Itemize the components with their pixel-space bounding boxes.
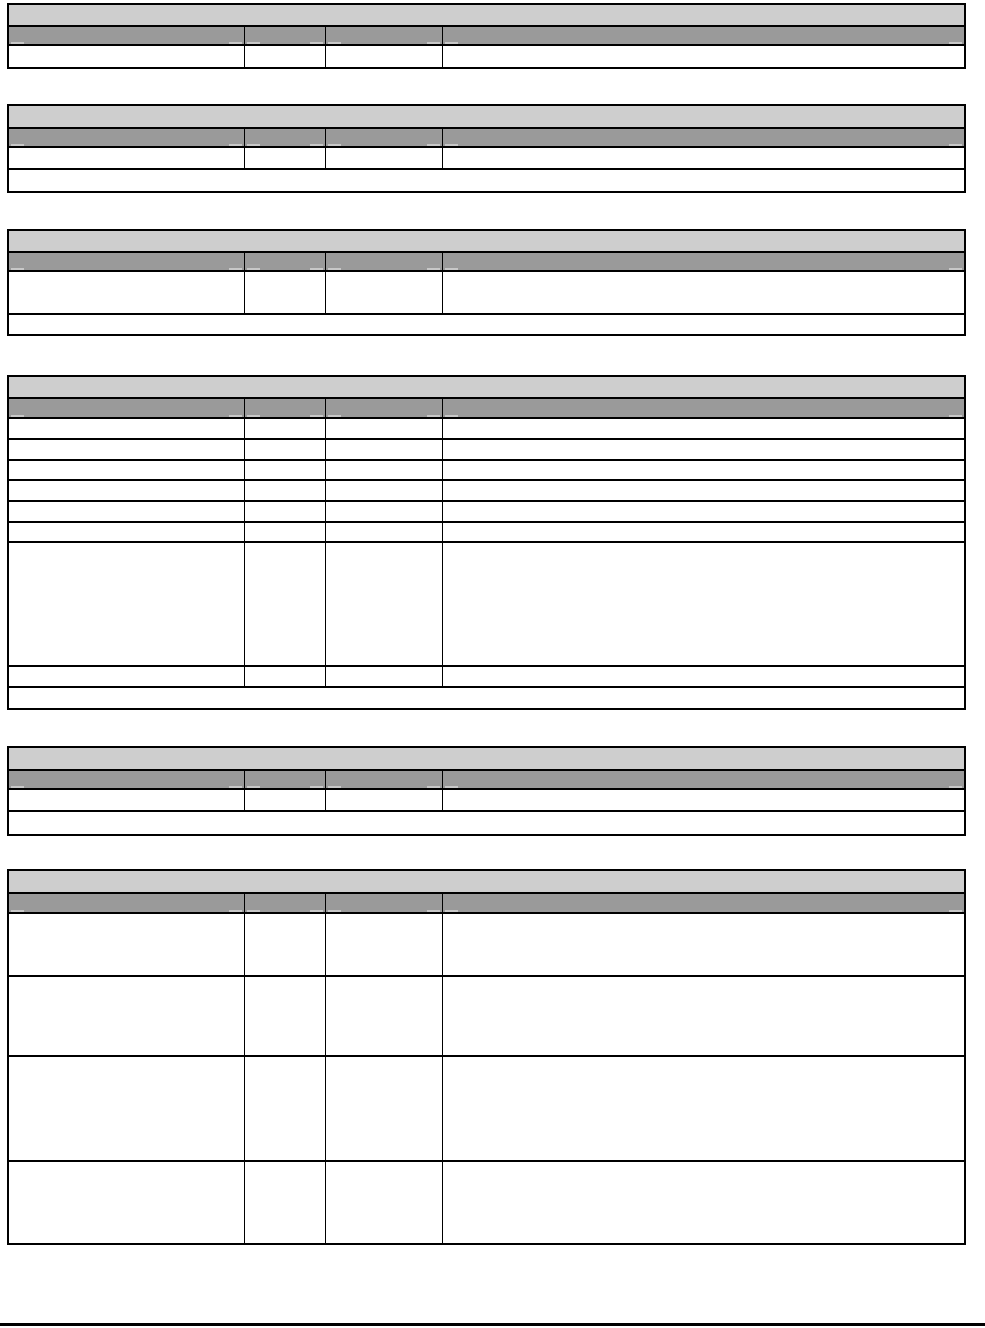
data-cell bbox=[8, 1056, 244, 1161]
data-cell bbox=[442, 789, 965, 811]
header-cell bbox=[244, 893, 325, 913]
header-cell bbox=[244, 252, 325, 271]
data-cell bbox=[325, 1161, 442, 1244]
header-cell bbox=[442, 398, 965, 418]
data-row bbox=[8, 976, 965, 1056]
merged-row bbox=[8, 169, 965, 192]
data-cell bbox=[442, 666, 965, 687]
table-4 bbox=[7, 375, 966, 710]
table-title-row bbox=[8, 870, 965, 893]
merged-cell bbox=[8, 314, 965, 335]
data-cell bbox=[244, 522, 325, 542]
merged-cell bbox=[8, 687, 965, 709]
data-cell bbox=[8, 271, 244, 314]
header-cell bbox=[244, 770, 325, 789]
data-cell bbox=[8, 1161, 244, 1244]
table-title-row bbox=[8, 230, 965, 252]
header-cell bbox=[8, 128, 244, 147]
data-row bbox=[8, 1161, 965, 1244]
data-cell bbox=[325, 460, 442, 480]
data-row bbox=[8, 271, 965, 314]
table-1 bbox=[7, 3, 966, 69]
table-title-row bbox=[8, 747, 965, 770]
data-row bbox=[8, 1056, 965, 1161]
data-cell bbox=[442, 501, 965, 522]
data-cell bbox=[442, 913, 965, 976]
data-cell bbox=[244, 1056, 325, 1161]
table-title-row bbox=[8, 105, 965, 128]
data-cell bbox=[244, 147, 325, 169]
data-cell bbox=[8, 460, 244, 480]
data-cell bbox=[325, 501, 442, 522]
header-cell bbox=[8, 398, 244, 418]
header-cell bbox=[325, 893, 442, 913]
data-cell bbox=[244, 439, 325, 460]
data-cell bbox=[325, 45, 442, 68]
header-cell bbox=[8, 893, 244, 913]
data-row bbox=[8, 501, 965, 522]
table-title bbox=[8, 230, 965, 252]
data-cell bbox=[442, 1161, 965, 1244]
data-cell bbox=[442, 418, 965, 439]
data-row bbox=[8, 789, 965, 811]
data-cell bbox=[8, 439, 244, 460]
table-5 bbox=[7, 746, 966, 836]
data-cell bbox=[442, 45, 965, 68]
data-cell bbox=[8, 913, 244, 976]
data-cell bbox=[325, 439, 442, 460]
data-cell bbox=[244, 501, 325, 522]
header-cell bbox=[244, 26, 325, 45]
data-cell bbox=[244, 913, 325, 976]
data-cell bbox=[325, 271, 442, 314]
table-title bbox=[8, 747, 965, 770]
data-row bbox=[8, 666, 965, 687]
data-cell bbox=[244, 976, 325, 1056]
header-cell bbox=[8, 252, 244, 271]
data-cell bbox=[442, 1056, 965, 1161]
header-cell bbox=[442, 128, 965, 147]
data-cell bbox=[244, 666, 325, 687]
data-cell bbox=[244, 271, 325, 314]
data-row bbox=[8, 480, 965, 501]
data-cell bbox=[244, 1161, 325, 1244]
merged-row bbox=[8, 811, 965, 835]
header-cell bbox=[8, 26, 244, 45]
data-row bbox=[8, 542, 965, 666]
table-title bbox=[8, 105, 965, 128]
data-row bbox=[8, 418, 965, 439]
data-cell bbox=[8, 789, 244, 811]
merged-cell bbox=[8, 169, 965, 192]
header-row bbox=[8, 128, 965, 147]
data-cell bbox=[8, 666, 244, 687]
header-cell bbox=[325, 252, 442, 271]
table-3 bbox=[7, 229, 966, 336]
data-row bbox=[8, 913, 965, 976]
table-6 bbox=[7, 869, 966, 1245]
data-cell bbox=[325, 480, 442, 501]
header-cell bbox=[325, 398, 442, 418]
header-cell bbox=[442, 252, 965, 271]
data-cell bbox=[442, 542, 965, 666]
header-cell bbox=[442, 770, 965, 789]
data-cell bbox=[442, 480, 965, 501]
data-cell bbox=[442, 460, 965, 480]
data-cell bbox=[325, 147, 442, 169]
header-row bbox=[8, 770, 965, 789]
data-cell bbox=[8, 501, 244, 522]
data-cell bbox=[325, 542, 442, 666]
data-cell bbox=[8, 522, 244, 542]
data-cell bbox=[442, 439, 965, 460]
table-2 bbox=[7, 104, 966, 193]
data-cell bbox=[442, 147, 965, 169]
header-row bbox=[8, 26, 965, 45]
header-cell bbox=[8, 770, 244, 789]
data-cell bbox=[442, 522, 965, 542]
merged-row bbox=[8, 314, 965, 335]
data-cell bbox=[244, 460, 325, 480]
data-cell bbox=[325, 666, 442, 687]
data-cell bbox=[8, 480, 244, 501]
header-row bbox=[8, 398, 965, 418]
data-row bbox=[8, 460, 965, 480]
data-cell bbox=[8, 418, 244, 439]
data-cell bbox=[8, 976, 244, 1056]
data-cell bbox=[325, 976, 442, 1056]
header-cell bbox=[244, 398, 325, 418]
table-title bbox=[8, 870, 965, 893]
table-title bbox=[8, 4, 965, 26]
header-cell bbox=[325, 26, 442, 45]
header-cell bbox=[325, 770, 442, 789]
data-row bbox=[8, 147, 965, 169]
table-title bbox=[8, 376, 965, 398]
data-cell bbox=[325, 522, 442, 542]
header-row bbox=[8, 252, 965, 271]
data-cell bbox=[442, 271, 965, 314]
page-break-rule bbox=[0, 1323, 985, 1326]
data-cell bbox=[442, 976, 965, 1056]
data-cell bbox=[244, 542, 325, 666]
data-cell bbox=[325, 418, 442, 439]
data-cell bbox=[8, 45, 244, 68]
merged-cell bbox=[8, 811, 965, 835]
header-row bbox=[8, 893, 965, 913]
data-row bbox=[8, 522, 965, 542]
table-title-row bbox=[8, 376, 965, 398]
merged-row bbox=[8, 687, 965, 709]
data-cell bbox=[325, 1056, 442, 1161]
data-cell bbox=[244, 45, 325, 68]
data-row bbox=[8, 45, 965, 68]
data-cell bbox=[244, 480, 325, 501]
header-cell bbox=[442, 893, 965, 913]
data-cell bbox=[244, 789, 325, 811]
data-cell bbox=[8, 542, 244, 666]
data-cell bbox=[325, 913, 442, 976]
tables-host bbox=[7, 0, 964, 1245]
header-cell bbox=[244, 128, 325, 147]
data-row bbox=[8, 439, 965, 460]
header-cell bbox=[325, 128, 442, 147]
header-cell bbox=[442, 26, 965, 45]
table-title-row bbox=[8, 4, 965, 26]
data-cell bbox=[325, 789, 442, 811]
data-cell bbox=[244, 418, 325, 439]
data-cell bbox=[8, 147, 244, 169]
